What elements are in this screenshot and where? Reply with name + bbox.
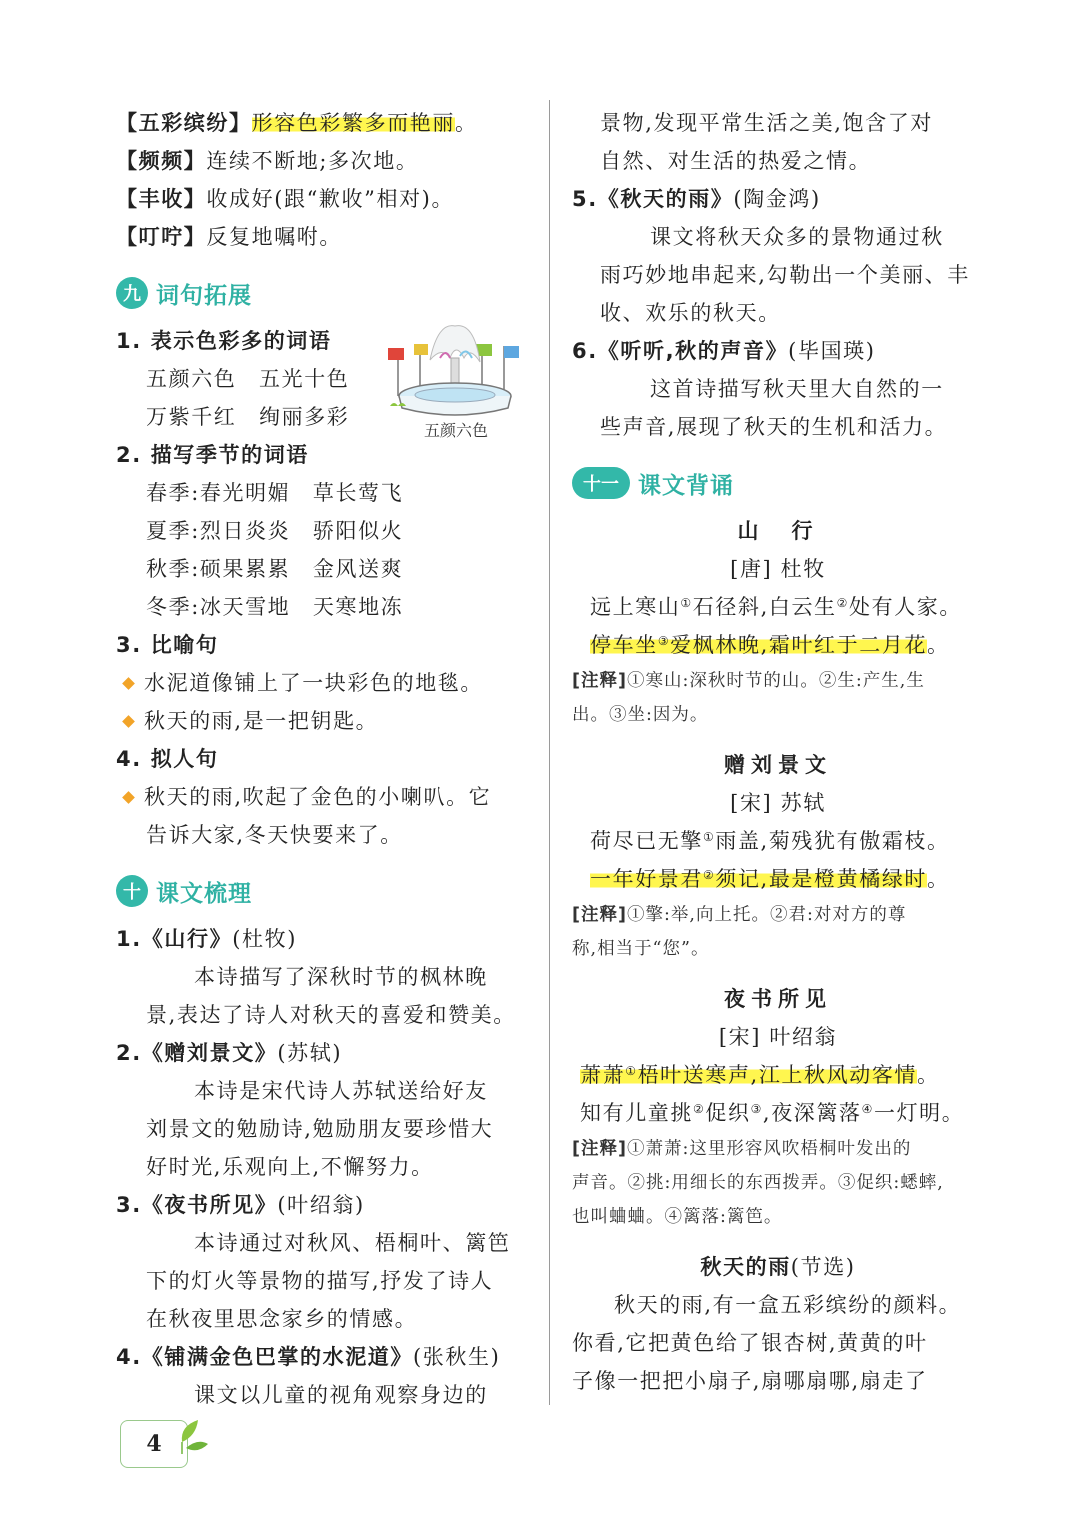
poem-note: 声音。②挑:用细长的东西拨弄。③促织:蟋蟀, [572,1173,944,1193]
bullet-continuation: 告诉大家,冬天快要来了。 [146,823,403,847]
paragraph-line: 课文以儿童的视角观察身边的 [194,1383,488,1407]
vocab-item: 【频频】连续不断地;多次地。 [116,149,419,173]
poem-title: 夜书所见 [724,987,832,1011]
leaf-icon [176,1418,210,1458]
vocab-item: 【叮咛】反复地嘱咐。 [116,225,343,249]
paragraph-line: 刘景文的勉励诗,勉励朋友要珍惜大 [146,1117,494,1141]
paragraph-line: 在秋夜里思念家乡的情感。 [146,1307,418,1331]
section-header-11 [572,462,984,504]
bullet-item: 秋天的雨,吹起了金色的小喇叭。它 [116,778,528,816]
paragraph-line: 本诗是宋代诗人苏轼送给好友 [194,1079,488,1103]
paragraph-line: 些声音,展现了秋天的生机和活力。 [600,415,948,439]
poem-author: [宋] 苏轼 [730,791,826,815]
fountain-flags-image [380,318,530,418]
season-line: 秋季:硕果累累 金风送爽 [146,557,404,581]
subsection-title: 2. 描写季节的词语 [116,443,309,467]
section-title: 课文梳理 [156,880,252,907]
poem-note: [注释]①萧萧:这里形容风吹梧桐叶发出的 [572,1139,912,1159]
text-entry-title: 1.《山行》(杜牧) [116,927,297,951]
poem-line: 萧萧①梧叶送寒声,江上秋风动客情。 [580,1063,940,1087]
text-entry-title: 2.《赠刘景文》(苏轼) [116,1041,343,1065]
subsection-title: 1. 表示色彩多的词语 [116,329,332,353]
bullet-item: 水泥道像铺上了一块彩色的地毯。 [116,664,528,702]
poem-note: 也叫蛐蛐。④篱落:篱笆。 [572,1207,783,1227]
illustration-caption: 五颜六色 [424,421,489,440]
poem-line: 一年好景君②须记,最是橙黄橘绿时。 [590,867,950,891]
season-line: 夏季:烈日炎炎 骄阳似火 [146,519,404,543]
paragraph-line: 景,表达了诗人对秋天的喜爱和赞美。 [146,1003,516,1027]
section-header-10 [116,870,528,912]
poem-note: [注释]①寒山:深秋时节的山。②生:产生,生 [572,671,925,691]
passage-title: 秋天的雨(节选) [700,1255,856,1279]
poem-title: 赠刘景文 [724,753,832,777]
subsection-title: 3. 比喻句 [116,633,219,657]
paragraph-line: 收、欢乐的秋天。 [600,301,781,325]
diamond-bullet-icon [122,715,135,728]
paragraph-line: 好时光,乐观向上,不懈努力。 [146,1155,434,1179]
poem-note: 出。③坐:因为。 [572,705,709,725]
paragraph-line: 下的灯火等景物的描写,抒发了诗人 [146,1269,494,1293]
diamond-bullet-icon [122,677,135,690]
paragraph-line: 课文将秋天众多的景物通过秋 [650,225,944,249]
passage-line: 你看,它把黄色给了银杏树,黄黄的叶 [572,1331,928,1355]
subsection-title: 4. 拟人句 [116,747,219,771]
vocab-item: 【丰收】收成好(跟“歉收”相对)。 [116,187,455,211]
paragraph-line: 本诗通过对秋风、梧桐叶、篱笆 [194,1231,511,1255]
paragraph-line: 本诗描写了深秋时节的枫林晚 [194,965,488,989]
vocab-item: 【五彩缤纷】形容色彩繁多而艳丽。 [116,111,478,135]
column-divider [549,100,550,1405]
poem-line: 远上寒山①石径斜,白云生②处有人家。 [590,595,962,619]
paragraph-line: 自然、对生活的热爱之情。 [600,149,872,173]
section-title: 词句拓展 [156,282,252,309]
poem-line: 停车坐③爱枫林晚,霜叶红于二月花。 [590,633,950,657]
page-number: 4 [120,1420,188,1468]
poem-note: [注释]①擎:举,向上托。②君:对对方的尊 [572,905,907,925]
word-list-line: 万紫千红 绚丽多彩 [146,405,350,429]
left-column [116,104,528,1414]
poem-title: 山 行 [737,519,819,543]
paragraph-line: 这首诗描写秋天里大自然的一 [650,377,944,401]
fountain-illustration [380,318,530,442]
passage-line: 子像一把把小扇子,扇哪扇哪,扇走了 [572,1369,928,1393]
text-entry-title: 6.《听听,秋的声音》(毕国瑛) [572,339,876,363]
poem-line: 知有儿童挑②促织③,夜深篱落④一灯明。 [580,1101,965,1125]
poem-author: [宋] 叶绍翁 [718,1025,838,1049]
word-list-line: 五颜六色 五光十色 [146,367,350,391]
diamond-bullet-icon [122,791,135,804]
text-entry-title: 4.《铺满金色巴掌的水泥道》(张秋生) [116,1345,501,1369]
paragraph-line: 雨巧妙地串起来,勾勒出一个美丽、丰 [600,263,970,287]
paragraph-line: 景物,发现平常生活之美,饱含了对 [600,111,933,135]
section-badge: 十 [116,875,148,907]
section-title: 课文背诵 [638,472,734,499]
right-column [572,104,984,1400]
poem-line: 荷尽已无擎①雨盖,菊残犹有傲霜枝。 [590,829,950,853]
passage-line: 秋天的雨,有一盒五彩缤纷的颜料。 [614,1293,962,1317]
poem-author: [唐] 杜牧 [730,557,826,581]
poem-note: 称,相当于“您”。 [572,939,710,959]
season-line: 春季:春光明媚 草长莺飞 [146,481,404,505]
section-badge: 九 [116,277,148,309]
section-header-9 [116,272,528,314]
text-entry-title: 5.《秋天的雨》(陶金鸿) [572,187,821,211]
text-entry-title: 3.《夜书所见》(叶绍翁) [116,1193,365,1217]
section-badge: 十一 [572,467,630,499]
bullet-item: 秋天的雨,是一把钥匙。 [116,702,528,740]
season-line: 冬季:冰天雪地 天寒地冻 [146,595,404,619]
